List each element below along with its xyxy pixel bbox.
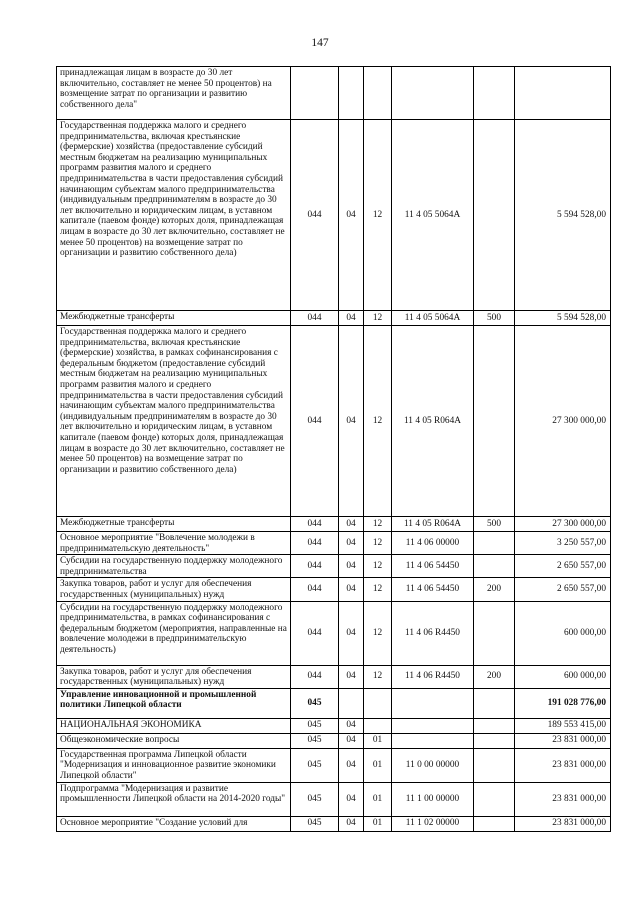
table-row <box>57 748 611 782</box>
row-name-cell: Управление инновационной и промышленной политики Липецкой области <box>57 688 291 718</box>
row-name-cell: Государственная поддержка малого и среднего предпринимательства, включая крестьянские (фермерские) хозяйства (предоставление субсидий местным бюджетам на реализацию муниципальных программ развития малого и среднего предпринимательства в части предоставления субсидий начинающим субъектам малого предпринимательства (индивидуальным предпринимателям в возрасте до 30 лет включительно и юридическим лицам, в уставном капитале (паевом фонде) которых доля, принадлежащая лицам в возрасте до 30 лет включительно, составляет не менее 50 процентов) на возмещение затрат по организации и развитию собственного дела) <box>57 120 291 311</box>
row-csr-cell: 11 4 05 R064A <box>392 517 474 532</box>
row-csr-cell <box>392 718 474 733</box>
row-rz-cell: 04 <box>339 555 364 578</box>
row-sum-cell: 191 028 776,00 <box>515 688 611 718</box>
row-csr-cell <box>392 733 474 748</box>
budget-table <box>56 66 611 832</box>
table-row <box>57 67 611 120</box>
row-name-cell: Межбюджетные трансферты <box>57 311 291 326</box>
row-pr-cell <box>364 688 392 718</box>
row-vr-cell: 500 <box>474 517 515 532</box>
table-row <box>57 532 611 555</box>
row-grbs-cell: 045 <box>291 688 339 718</box>
row-name-cell: Государственная поддержка малого и среднего предпринимательства, включая крестьянские (фермерские) хозяйства, в рамках софинансирования с федеральным бюджетом (предоставление субсидий местным бюджетам на реализацию муниципальных программ развития малого и среднего предпринимательства в части предоставления субсидий начинающим субъектам малого предпринимательства (индивидуальным предпринимателям в возрасте до 30 лет включительно и юридическим лицам, в уставном капитале (паевом фонде) которых доля, принадлежащая лицам в возрасте до 30 лет включительно, составляет не менее 50 процентов) на возмещение затрат по организации и развитию собственного дела) <box>57 326 291 517</box>
row-sum-cell: 27 300 000,00 <box>515 326 611 517</box>
row-name-cell: Государственная программа Липецкой области "Модернизация и инновационное развитие экономики Липецкой области" <box>57 748 291 782</box>
row-pr-cell: 01 <box>364 782 392 816</box>
row-rz-cell: 04 <box>339 517 364 532</box>
row-csr-cell: 11 4 06 R4450 <box>392 665 474 688</box>
row-pr-cell: 12 <box>364 555 392 578</box>
row-name-cell: принадлежащая лицам в возрасте до 30 лет включительно, составляет не менее 50 процентов) на возмещение затрат по организации и развитию собственного дела" <box>57 67 291 120</box>
table-row <box>57 578 611 601</box>
row-sum-cell: 5 594 528,00 <box>515 311 611 326</box>
row-vr-cell <box>474 120 515 311</box>
row-vr-cell <box>474 688 515 718</box>
row-rz-cell: 04 <box>339 578 364 601</box>
row-rz-cell: 04 <box>339 665 364 688</box>
row-sum-cell: 23 831 000,00 <box>515 733 611 748</box>
row-sum-cell: 23 831 000,00 <box>515 748 611 782</box>
page-number: 147 <box>311 37 329 49</box>
row-csr-cell: 11 4 06 R4450 <box>392 601 474 665</box>
row-name-cell: Основное мероприятие "Вовлечение молодежи в предпринимательскую деятельность" <box>57 532 291 555</box>
row-pr-cell: 12 <box>364 311 392 326</box>
row-pr-cell: 12 <box>364 326 392 517</box>
row-rz-cell: 04 <box>339 816 364 831</box>
row-grbs-cell: 044 <box>291 601 339 665</box>
row-sum-cell: 2 650 557,00 <box>515 578 611 601</box>
row-vr-cell <box>474 326 515 517</box>
row-name-cell: Основное мероприятие "Создание условий для <box>57 816 291 831</box>
row-sum-cell: 27 300 000,00 <box>515 517 611 532</box>
row-grbs-cell: 044 <box>291 517 339 532</box>
row-csr-cell: 11 4 06 54450 <box>392 555 474 578</box>
row-vr-cell <box>474 733 515 748</box>
row-grbs-cell: 044 <box>291 555 339 578</box>
row-grbs-cell: 044 <box>291 532 339 555</box>
table-row <box>57 782 611 816</box>
row-grbs-cell: 045 <box>291 733 339 748</box>
row-pr-cell: 12 <box>364 665 392 688</box>
row-sum-cell: 189 553 415,00 <box>515 718 611 733</box>
row-vr-cell: 200 <box>474 578 515 601</box>
table-row <box>57 733 611 748</box>
row-csr-cell <box>392 688 474 718</box>
row-pr-cell: 12 <box>364 517 392 532</box>
row-csr-cell: 11 4 05 5064A <box>392 120 474 311</box>
row-name-cell: Межбюджетные трансферты <box>57 517 291 532</box>
table-row <box>57 311 611 326</box>
row-pr-cell: 01 <box>364 733 392 748</box>
row-csr-cell: 11 1 00 00000 <box>392 782 474 816</box>
row-grbs-cell: 044 <box>291 120 339 311</box>
row-name-cell: Закупка товаров, работ и услуг для обеспечения государственных (муниципальных) нужд <box>57 665 291 688</box>
row-grbs-cell: 045 <box>291 718 339 733</box>
table-row <box>57 517 611 532</box>
row-csr-cell: 11 4 06 54450 <box>392 578 474 601</box>
table-row <box>57 688 611 718</box>
row-sum-cell <box>515 67 611 120</box>
row-sum-cell: 3 250 557,00 <box>515 532 611 555</box>
row-rz-cell: 04 <box>339 748 364 782</box>
row-csr-cell: 11 4 05 5064A <box>392 311 474 326</box>
row-csr-cell <box>392 67 474 120</box>
row-sum-cell: 23 831 000,00 <box>515 816 611 831</box>
row-pr-cell: 01 <box>364 748 392 782</box>
row-grbs-cell: 044 <box>291 665 339 688</box>
row-csr-cell: 11 4 05 R064A <box>392 326 474 517</box>
row-vr-cell <box>474 748 515 782</box>
row-sum-cell: 600 000,00 <box>515 601 611 665</box>
row-rz-cell: 04 <box>339 718 364 733</box>
row-pr-cell <box>364 67 392 120</box>
row-pr-cell: 12 <box>364 578 392 601</box>
row-rz-cell: 04 <box>339 601 364 665</box>
row-name-cell: Субсидии на государственную поддержку молодежного предпринимательства, в рамках софинансирования с федеральным бюджетом (мероприятия, направленные на вовлечение молодежи в предпринимательскую деятельность) <box>57 601 291 665</box>
row-vr-cell <box>474 67 515 120</box>
row-grbs-cell: 044 <box>291 326 339 517</box>
row-vr-cell: 500 <box>474 311 515 326</box>
row-pr-cell: 01 <box>364 816 392 831</box>
row-name-cell: Субсидии на государственную поддержку молодежного предпринимательства <box>57 555 291 578</box>
row-name-cell: Подпрограмма "Модернизация и развитие промышленности Липецкой области на 2014-2020 годы" <box>57 782 291 816</box>
row-pr-cell: 12 <box>364 532 392 555</box>
row-vr-cell <box>474 816 515 831</box>
row-vr-cell <box>474 601 515 665</box>
row-rz-cell: 04 <box>339 532 364 555</box>
row-pr-cell: 12 <box>364 120 392 311</box>
row-csr-cell: 11 0 00 00000 <box>392 748 474 782</box>
row-grbs-cell: 045 <box>291 816 339 831</box>
row-vr-cell <box>474 532 515 555</box>
row-name-cell: Общеэкономические вопросы <box>57 733 291 748</box>
row-rz-cell: 04 <box>339 120 364 311</box>
row-rz-cell: 04 <box>339 326 364 517</box>
row-rz-cell <box>339 67 364 120</box>
table-row <box>57 601 611 665</box>
row-sum-cell: 600 000,00 <box>515 665 611 688</box>
table-row <box>57 816 611 831</box>
row-name-cell: НАЦИОНАЛЬНАЯ ЭКОНОМИКА <box>57 718 291 733</box>
table-row <box>57 665 611 688</box>
table-row <box>57 718 611 733</box>
table-row <box>57 120 611 311</box>
row-name-cell: Закупка товаров, работ и услуг для обеспечения государственных (муниципальных) нужд <box>57 578 291 601</box>
row-sum-cell: 23 831 000,00 <box>515 782 611 816</box>
row-grbs-cell: 044 <box>291 578 339 601</box>
row-pr-cell <box>364 718 392 733</box>
row-rz-cell: 04 <box>339 733 364 748</box>
row-grbs-cell: 045 <box>291 782 339 816</box>
row-vr-cell <box>474 782 515 816</box>
row-sum-cell: 5 594 528,00 <box>515 120 611 311</box>
row-rz-cell: 04 <box>339 782 364 816</box>
table-row <box>57 326 611 517</box>
row-csr-cell: 11 1 02 00000 <box>392 816 474 831</box>
table-row <box>57 555 611 578</box>
row-rz-cell: 04 <box>339 311 364 326</box>
row-grbs-cell <box>291 67 339 120</box>
row-sum-cell: 2 650 557,00 <box>515 555 611 578</box>
row-grbs-cell: 045 <box>291 748 339 782</box>
row-vr-cell: 200 <box>474 665 515 688</box>
row-grbs-cell: 044 <box>291 311 339 326</box>
row-vr-cell <box>474 555 515 578</box>
row-vr-cell <box>474 718 515 733</box>
row-csr-cell: 11 4 06 00000 <box>392 532 474 555</box>
row-rz-cell <box>339 688 364 718</box>
row-pr-cell: 12 <box>364 601 392 665</box>
